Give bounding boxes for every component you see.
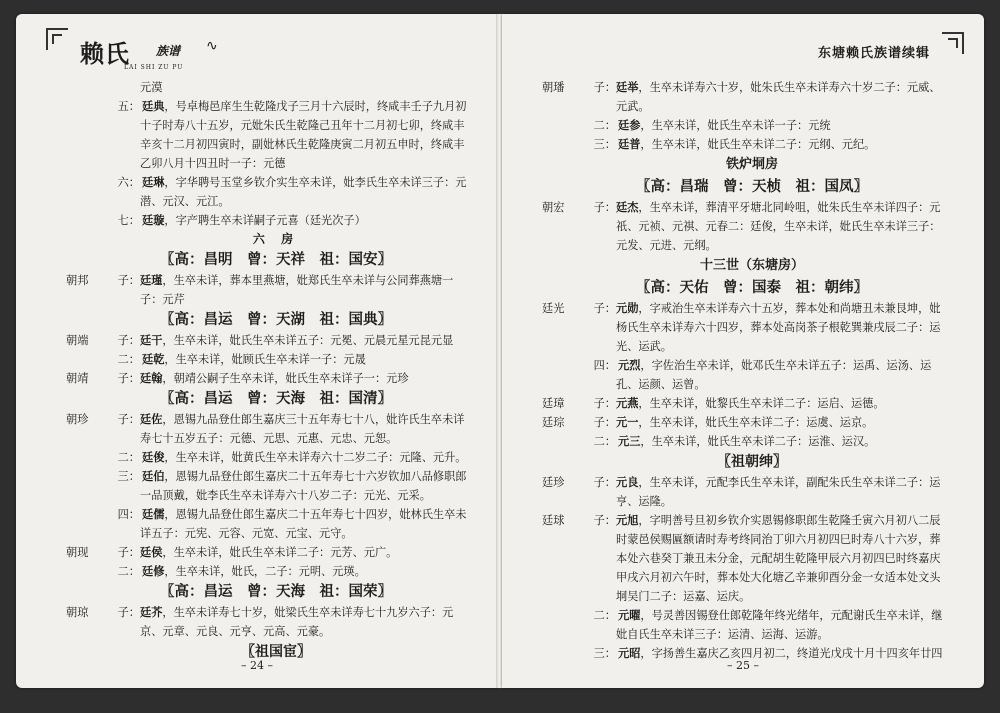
entry-text: ，号卓梅邑庠生生乾隆戊子三月十六辰时，终咸丰壬子九月初 bbox=[164, 100, 467, 113]
genealogy-entry bbox=[542, 299, 962, 318]
entry-text: ，生卒未详寿七十岁，妣梁氏生卒未详寿七十九岁六子：元 bbox=[162, 606, 454, 619]
genealogy-entry bbox=[542, 356, 962, 375]
entry-text: ，生卒未详，妣氏生卒未详五子：元冕、元晨元星元昆元显 bbox=[162, 334, 454, 347]
person-name: 廷乾 bbox=[142, 352, 165, 366]
entry-text: ，号灵善因锡登仕郎乾隆年终光绪年，元配谢氏生卒未详，继 bbox=[640, 609, 943, 622]
entry-continuation: 杨氏生卒未详寿六十四岁，葬本处高岗茶子根乾巽兼戌辰二子：运 bbox=[616, 321, 941, 334]
entry-continuation: 亨、运隆。 bbox=[616, 495, 672, 508]
father-name: 廷璋 bbox=[542, 397, 565, 410]
ancestor-bracket-heading: 〖祖朝绅〗 bbox=[717, 454, 787, 470]
genealogy-entry bbox=[542, 198, 962, 217]
person-name: 廷侯 bbox=[140, 545, 163, 559]
entry-continuation: 元发、元进、元纲。 bbox=[616, 239, 717, 252]
father-name: 朝珍 bbox=[66, 413, 89, 426]
page-number: – 24 – bbox=[241, 659, 273, 672]
relation-label: 子： bbox=[593, 397, 616, 410]
running-header bbox=[744, 38, 964, 68]
genealogy-entry bbox=[66, 97, 486, 116]
person-name: 廷瑾 bbox=[140, 273, 163, 287]
person-name: 廷芥 bbox=[140, 605, 163, 619]
person-name: 廷修 bbox=[142, 564, 165, 578]
entry-text: ，字华聘号玉堂乡钦介实生卒未详，妣李氏生卒未详三子：元 bbox=[164, 176, 467, 189]
relation-label: 二： bbox=[117, 565, 140, 578]
entry-continuation: 垌吴门二子：运嘉、运庆。 bbox=[616, 590, 751, 603]
genealogy-entry bbox=[66, 603, 486, 622]
entry-continuation: 元武。 bbox=[616, 100, 650, 113]
entry-text: ，生卒未详，妣氏生卒未详二子：元纲、元纪。 bbox=[640, 138, 876, 151]
father-name: 廷珍 bbox=[542, 476, 565, 489]
father-name: 朝琼 bbox=[66, 606, 89, 619]
father-name: 朝璠 bbox=[542, 81, 565, 94]
genealogy-entry bbox=[66, 369, 486, 388]
ancestry-heading: 〖高：天佑 曾：国泰 祖：朝纬〗 bbox=[636, 279, 868, 296]
logo-sub-text: 族谱 bbox=[156, 44, 181, 58]
entry-text: ，恩锡九品登仕郎生嘉庆二十五年寿七十六岁钦加八品修职郎 bbox=[164, 470, 467, 483]
entry-text: ，生卒未详，妣氏生卒未详二子：元芳、元广。 bbox=[162, 546, 398, 559]
person-name: 元烈 bbox=[618, 358, 641, 372]
person-name: 元旭 bbox=[616, 513, 639, 527]
entry-continuation: 妣自氏生卒未详三子：运清、运海、运游。 bbox=[616, 628, 829, 641]
ancestry-heading: 〖高：昌运 曾：天海 祖：国荣〗 bbox=[160, 583, 392, 600]
entry-continuation: 甲戌六月初六午时，葬本处大化塘乙辛兼卯酉分金一女适本处文头 bbox=[616, 571, 941, 584]
relation-label: 五： bbox=[117, 100, 140, 113]
relation-label: 子： bbox=[117, 372, 140, 385]
entry-text: ，生卒未详，妣氏，二子：元明、元瑛。 bbox=[164, 565, 366, 578]
genealogy-entry bbox=[542, 606, 962, 625]
relation-label: 子： bbox=[117, 606, 140, 619]
person-name: 元曜 bbox=[618, 608, 641, 622]
relation-label: 子： bbox=[593, 416, 616, 429]
person-name: 廷参 bbox=[618, 118, 641, 132]
father-name: 朝端 bbox=[66, 334, 89, 347]
genealogy-entry bbox=[66, 350, 486, 369]
relation-label: 子： bbox=[117, 546, 140, 559]
ancestry-heading: 〖高：昌运 曾：天海 祖：国清〗 bbox=[160, 390, 392, 407]
genealogy-entry bbox=[66, 271, 486, 290]
section-heading: 铁炉垌房 bbox=[725, 157, 778, 172]
person-name: 元昭 bbox=[618, 646, 641, 660]
entry-text: ，生卒未详，妣黄氏生卒未详寿六十二岁二子：元隆、元升。 bbox=[164, 451, 467, 464]
section-heading: 十三世（东塘房） bbox=[699, 258, 804, 273]
entry-continuation: 光、运武。 bbox=[616, 340, 672, 353]
person-name: 廷儒 bbox=[142, 507, 165, 521]
person-name: 廷典 bbox=[142, 99, 165, 113]
person-name: 廷伯 bbox=[142, 469, 165, 483]
entry-continuation: 寿七十五岁五子：元德、元思、元惠、元忠、元恕。 bbox=[140, 432, 398, 445]
genealogy-entry bbox=[66, 448, 486, 467]
father-name: 廷球 bbox=[542, 514, 565, 527]
relation-label: 二： bbox=[593, 435, 616, 448]
person-name: 廷翰 bbox=[140, 371, 163, 385]
relation-label: 六： bbox=[117, 176, 140, 189]
logo-pinyin: LAI SHI ZU PU bbox=[124, 64, 184, 71]
relation-label: 子： bbox=[593, 476, 616, 489]
entry-text: ，恩锡九品登仕郎生嘉庆三十五年寿七十八，妣许氏生卒未详 bbox=[162, 413, 465, 426]
relation-label: 三： bbox=[593, 138, 616, 151]
cloud-swirl-icon: ∿ bbox=[206, 38, 218, 54]
person-name: 元燕 bbox=[616, 396, 639, 410]
entry-text: ，生卒未详，妣黎氏生卒未详二子：运启、运德。 bbox=[638, 397, 885, 410]
entry-text: ，生卒未详，妣氏生卒未详一子：元统 bbox=[640, 119, 831, 132]
person-name: 廷俊 bbox=[142, 450, 165, 464]
entry-text: ，字戒治生卒未详寿六十五岁，葬本处和尚塘丑未兼艮坤，妣 bbox=[638, 302, 941, 315]
page-number: – 25 – bbox=[727, 659, 759, 672]
genealogy-entry bbox=[542, 413, 962, 432]
entry-text: ，生卒未详，妣氏生卒未详二子：运虞、运京。 bbox=[638, 416, 874, 429]
person-name: 元三 bbox=[618, 434, 641, 448]
relation-label: 三： bbox=[593, 647, 616, 660]
genealogy-entry bbox=[542, 473, 962, 492]
relation-label: 子： bbox=[593, 302, 616, 315]
genealogy-entry bbox=[66, 173, 486, 192]
person-name: 元良 bbox=[616, 475, 639, 489]
genealogy-entry bbox=[66, 467, 486, 486]
entry-text: ，字产聘生卒未详嗣子元喜（廷光次子） bbox=[164, 214, 366, 227]
entry-continuation: 十子时寿八十五岁，元妣朱氏生乾隆己丑年十二月初七卯，终咸丰 bbox=[140, 119, 465, 132]
relation-label: 二： bbox=[117, 451, 140, 464]
entry-continuation: 祇、元祯、元祺、元春二：廷俊，生卒未详，妣氏生卒未详三子： bbox=[616, 220, 941, 233]
person-name: 廷佐 bbox=[140, 412, 163, 426]
entry-text: ，字佐治生卒未详，妣邓氏生卒未详五子：运禹、运汤、运 bbox=[640, 359, 932, 372]
entry-continuation: 一品顶戴，妣李氏生卒未详寿六十八岁二子：元光、元采。 bbox=[140, 489, 431, 502]
genealogy-entry bbox=[66, 543, 486, 562]
entry-continuation: 乙卯八月十四丑时一子：元德 bbox=[140, 157, 286, 170]
genealogy-entry bbox=[542, 135, 962, 154]
entry-text: ，朝靖公嗣子生卒未详，妣氏生卒未详子一：元珍 bbox=[162, 372, 409, 385]
entry-text: ，生卒未详，葬清平牙塘北同岭咀，妣朱氏生卒未详四子：元 bbox=[638, 201, 941, 214]
relation-label: 子： bbox=[593, 514, 616, 527]
entry-text: ，生卒未详寿六十岁，妣朱氏生卒未详寿六十岁二子：元威、 bbox=[638, 81, 941, 94]
entry-continuation: 时蒙邑侯赐匾额请时寿考终同治丁卯六月初四巳时寿八十六岁，葬 bbox=[616, 533, 941, 546]
father-name: 朝邦 bbox=[66, 274, 89, 287]
relation-label: 子： bbox=[117, 334, 140, 347]
father-name: 朝现 bbox=[66, 546, 89, 559]
entry-continuation: 本处六巷癸丁兼丑未分金，元配胡生乾隆甲辰六月初四巳时终嘉庆 bbox=[616, 552, 941, 565]
entry-continuation: 子：元芹 bbox=[140, 293, 185, 306]
entry-text: ，字明善号旦初乡钦介实恩锡修职郎生乾隆壬寅六月初八二辰 bbox=[638, 514, 941, 527]
genealogy-entry bbox=[66, 410, 486, 429]
genealogy-entry bbox=[66, 331, 486, 350]
entry-continuation: 元漠 bbox=[140, 81, 163, 94]
ancestry-heading: 〖高：昌运 曾：天湖 祖：国典〗 bbox=[160, 311, 392, 328]
entry-text: ，生卒未详，葬本里燕塘，妣郑氏生卒未详与公同葬燕塘一 bbox=[162, 274, 454, 287]
relation-label: 七： bbox=[117, 214, 140, 227]
person-name: 廷杰 bbox=[616, 200, 639, 214]
entry-continuation: 京、元章、元良、元亨、元高、元豪。 bbox=[140, 625, 331, 638]
right-page-body bbox=[542, 78, 962, 663]
person-name: 廷举 bbox=[616, 80, 639, 94]
relation-label: 四： bbox=[593, 359, 616, 372]
ancestry-heading: 〖高：昌瑞 曾：天桢 祖：国凤〗 bbox=[636, 178, 868, 195]
fret-corner-icon bbox=[46, 28, 68, 50]
relation-label: 子： bbox=[593, 201, 616, 214]
person-name: 廷璇 bbox=[142, 213, 165, 227]
logo-main-text: 赖氏 bbox=[80, 39, 130, 68]
genealogy-entry bbox=[542, 116, 962, 135]
relation-label: 子： bbox=[593, 81, 616, 94]
genealogy-entry bbox=[66, 211, 486, 230]
father-name: 朝宏 bbox=[542, 201, 565, 214]
relation-label: 四： bbox=[117, 508, 140, 521]
entry-text: ，恩锡九品登仕郎生嘉庆二十五年寿七十四岁，妣林氏生卒未 bbox=[164, 508, 467, 521]
genealogy-entry bbox=[542, 78, 962, 97]
ancestry-heading: 〖高：昌明 曾：天祥 祖：国安〗 bbox=[160, 251, 392, 268]
entry-continuation: 潜、元汉、元江。 bbox=[140, 195, 230, 208]
entry-continuation: 辛亥十二月初四寅时，副妣林氏生乾隆庚寅二月初五申时，终咸丰 bbox=[140, 138, 465, 151]
person-name: 廷干 bbox=[140, 333, 163, 347]
right-page bbox=[502, 14, 984, 688]
entry-text: ，生卒未详，元配李氏生卒未详，副配朱氏生卒未详二子：运 bbox=[638, 476, 941, 489]
father-name: 廷光 bbox=[542, 302, 565, 315]
left-page bbox=[16, 14, 498, 688]
genealogy-entry bbox=[66, 562, 486, 581]
genealogy-entry bbox=[542, 394, 962, 413]
branch-heading: 六 房 bbox=[252, 232, 300, 246]
relation-label: 二： bbox=[593, 609, 616, 622]
entry-text: ，生卒未详，妣顾氏生卒未详一子：元晟 bbox=[164, 353, 366, 366]
genealogy-entry bbox=[542, 511, 962, 530]
father-name: 朝靖 bbox=[66, 372, 89, 385]
relation-label: 三： bbox=[117, 470, 140, 483]
person-name: 廷琳 bbox=[142, 175, 165, 189]
relation-label: 子： bbox=[117, 413, 140, 426]
entry-text: ，字扬善生嘉庆乙亥四月初二，终道光戊戌十月十四亥年廿四 bbox=[640, 647, 943, 660]
fret-corner-icon bbox=[942, 32, 964, 54]
relation-label: 二： bbox=[593, 119, 616, 132]
entry-text: ，生卒未详，妣氏生卒未详二子：运淮、运汉。 bbox=[640, 435, 876, 448]
genealogy-entry bbox=[66, 505, 486, 524]
relation-label: 二： bbox=[117, 353, 140, 366]
left-page-body bbox=[66, 78, 486, 663]
genealogy-logo bbox=[46, 28, 246, 72]
relation-label: 子： bbox=[117, 274, 140, 287]
entry-continuation: 孔、运颜、运曾。 bbox=[616, 378, 706, 391]
entry-continuation: 详五子：元宪、元容、元宽、元宝、元守。 bbox=[140, 527, 353, 540]
genealogy-entry bbox=[542, 432, 962, 451]
person-name: 元一 bbox=[616, 415, 639, 429]
ancestor-bracket-heading: 〖祖国宦〗 bbox=[241, 644, 311, 660]
person-name: 廷普 bbox=[618, 137, 641, 151]
person-name: 元勋 bbox=[616, 301, 639, 315]
header-title: 东塘赖氏族谱续辑 bbox=[817, 46, 930, 61]
father-name: 廷琮 bbox=[542, 416, 565, 429]
